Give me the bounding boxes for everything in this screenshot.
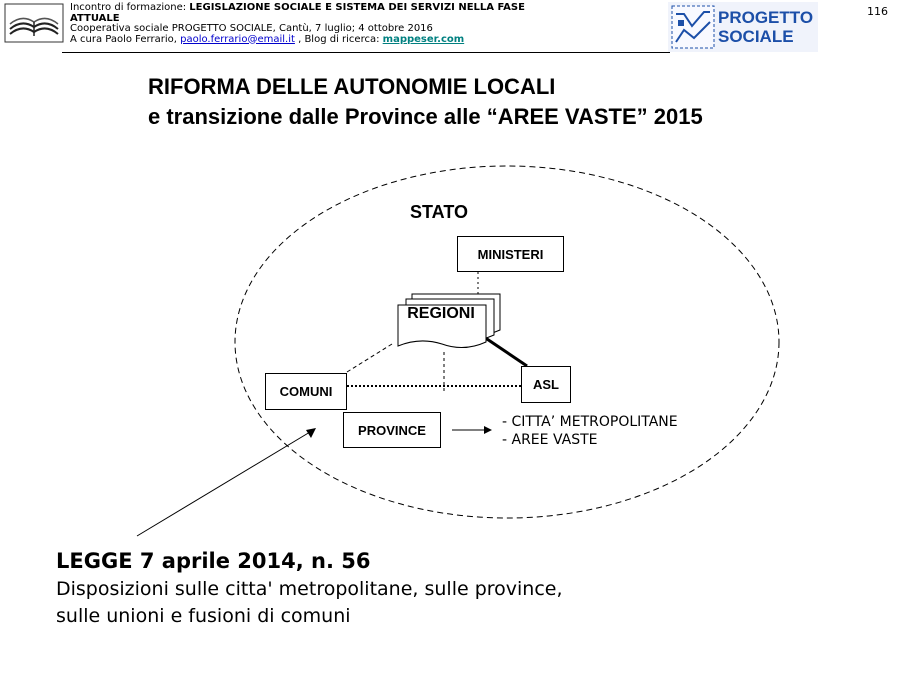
province-box: PROVINCE xyxy=(343,412,441,448)
header-organizer: Cooperativa sociale PROGETTO SOCIALE, Cantù, 7 luglio; 4 ottobre 2016 xyxy=(70,23,433,34)
stato-label: STATO xyxy=(410,202,468,222)
law-title: LEGGE 7 aprile 2014, n. 56 xyxy=(56,549,371,573)
law-arrow xyxy=(137,432,310,536)
province-arrowhead xyxy=(484,426,492,434)
regioni-label: REGIONI xyxy=(407,305,475,322)
page-number: 116 xyxy=(867,5,888,18)
slide-title-line1: RIFORMA DELLE AUTONOMIE LOCALI xyxy=(148,74,556,99)
blog-link[interactable]: mappeser.com xyxy=(382,33,465,45)
regioni-comuni-link xyxy=(347,344,392,372)
outcome-aree-vaste: - AREE VASTE xyxy=(502,432,598,448)
regioni-asl-link xyxy=(484,337,527,366)
comuni-box: COMUNI xyxy=(265,373,347,410)
asl-box: ASL xyxy=(521,366,571,403)
slide-title-line2: e transizione dalle Province alle “AREE VASTE” 2015 xyxy=(148,104,703,129)
email-link[interactable]: paolo.ferrario@email.it xyxy=(180,33,295,45)
law-description-line2: sulle unioni e fusioni di comuni xyxy=(56,605,351,627)
stato-ellipse xyxy=(235,166,779,518)
ministeri-box: MINISTERI xyxy=(457,236,564,272)
course-title-cont: ATTUALE xyxy=(70,12,120,24)
header-line1-prefix: Incontro di formazione: xyxy=(70,2,187,13)
header-blog-label: , Blog di ricerca: xyxy=(298,33,380,45)
law-description-line1: Disposizioni sulle citta' metropolitane, sulle province, xyxy=(56,578,563,600)
brand-line2: SOCIALE xyxy=(718,27,794,46)
outcome-citta-metropolitane: - CITTA’ METROPOLITANE xyxy=(502,414,678,430)
brand-line1: PROGETTO xyxy=(718,8,814,27)
course-title: LEGISLAZIONE SOCIALE E SISTEMA DEI SERVIZI NELLA FASE xyxy=(189,2,525,13)
header-author: A cura Paolo Ferrario, xyxy=(70,33,177,45)
